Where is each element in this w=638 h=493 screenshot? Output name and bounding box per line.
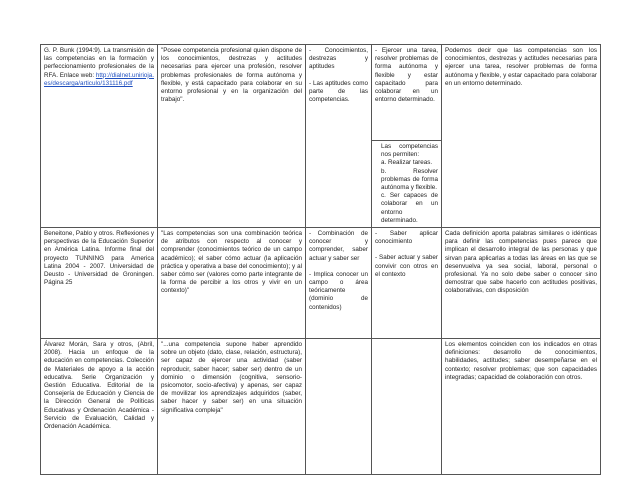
definition-cell	[158, 339, 306, 475]
source-cell	[41, 339, 158, 475]
definition-cell	[158, 45, 306, 228]
source-cell	[41, 45, 158, 228]
element-item: - Combinación de conocer y comprender, saber actuar y saber ser	[309, 230, 368, 262]
table-row	[41, 228, 601, 339]
conclusion-text: Podemos decir que las competencias son los conocimientos, destrezas y actitudes necesarias para ejercer una tarea, resolver problemas de forma autónoma y flexible, y estar capacitado para colaborar en un entorno determinado.	[445, 47, 597, 87]
indicators-text: - Ejercer una tarea, resolver problemas de forma autónoma y flexible y estar capacitado para colaborar en un entorno determinado.	[375, 47, 438, 104]
definition-cell	[158, 228, 306, 339]
source-text: G. P. Bunk (1994:9). La transmisión de las competencias en la formación y perfeccionamiento profesionales de la RFA. Enlace web:	[44, 47, 154, 79]
definition-text: "Posee competencia profesional quien dispone de los conocimientos, destrezas y actitudes necesarias para ejercer una profesión, resolver problemas profesionales de forma autónoma y flexible, y está capacitado para colaborar en su entorno profesional y en la organización del trabajo".	[161, 47, 302, 104]
indicators-cell	[372, 339, 442, 475]
conclusion-text: Los elementos coinciden con los indicados en otras definiciones: desarrollo de conocimientos, habilidades, actitudes; saber desempeñarse en el contexto; resolver problemas; que son capacidades integradas; capacidad de colaboración con otros.	[445, 341, 597, 381]
indicators-cell	[372, 228, 442, 339]
conclusion-text: Cada definición aporta palabras similares o idénticas para definir las competencias pues parece que implican el desarrollo integral de las personas y que sirvan para aplicarlas a todas las áreas en las que se desenvuelva ya sea social, laboral, personal o profesional. Ya no solo debe saber o conocer sino demostrar que sabe hacerlo con actitudes positivas, colaborativas, con disposición	[445, 230, 597, 295]
source-text: Beneitone, Pablo y otros. Reflexiones y perspectivas de la Educación Superior en América Latina. Informe final del proyecto TUNNING para America Latina 2004 - 2007. Universidad de Deusto - Universidad de Groningen. Página 25	[44, 230, 154, 287]
table-row	[41, 45, 601, 141]
conclusion-cell	[442, 228, 601, 339]
conclusion-cell	[442, 45, 601, 228]
element-item: - Las aptitudes como parte de las competencias.	[309, 79, 368, 104]
definition-text: "...una competencia supone haber aprendido sobre un objeto (dato, clase, relación, estructura), ser capaz de ejercer una actividad (saber reproducir, saber hacer; saber ser) dentro de un dominio o dimensión (cognitiva, sensorio-psicomotor, socio-afectiva) y apenas, ser capaz de movilizar los aprendizajes adquiridos (saber, saber hacer y saber ser) en una situación significativa compleja"	[161, 341, 302, 414]
indicators-list	[375, 159, 438, 225]
indicator-item: - Saber actuar y saber convivir con otros en el contexto	[375, 254, 438, 278]
indicators-cell-top	[372, 45, 442, 141]
source-cell	[41, 228, 158, 339]
list-item: c. Ser capaces de colaborar en un entorno determinado.	[381, 192, 438, 224]
elements-cell	[306, 228, 372, 339]
list-item: b. Resolver problemas de forma autónoma y flexible.	[381, 167, 438, 192]
indicators-intro: Las competencias nos permiten:	[381, 143, 438, 159]
source-text: Álvarez Morán, Sara y otros, (Abril, 2008). Hacia un enfoque de la educación en competencias. Colección de Materiales de apoyo a la acción educativa. Serie Organización y Gestión Educativa. Editorial de la Consejería de Educación y Ciencia de la Dirección General de Políticas Educativas y Ordenación Académica - Servicio de Evaluación, Calidad y Ordenación Académica.	[44, 341, 154, 431]
competencias-table	[40, 44, 601, 475]
indicators-cell-bottom	[372, 141, 442, 228]
elements-cell	[306, 45, 372, 228]
conclusion-cell	[442, 339, 601, 475]
source-link[interactable]: http://dialnet.unirioja.es/descarga/articulo/131116.pdf	[44, 71, 154, 87]
table-row	[41, 339, 601, 475]
element-item: - Conocimientos, destrezas y aptitudes	[309, 47, 368, 71]
element-item: - Implica conocer un campo o área teóricamente (dominio de contenidos)	[309, 270, 368, 311]
definition-text: "Las competencias son una combinación teórica de atributos con respecto al conocer y comprender (conocimientos teórico de un campo académico); el saber cómo actuar (la aplicación práctica y operativa a base del conocimiento); y al saber cómo ser (valores como parte integrante de la forma de percibir a los otros y vivir en un contexto)"	[161, 230, 302, 295]
list-item: a. Realizar tareas.	[381, 159, 433, 167]
elements-cell	[306, 339, 372, 475]
indicator-item: - Saber aplicar conocimiento	[375, 230, 438, 246]
